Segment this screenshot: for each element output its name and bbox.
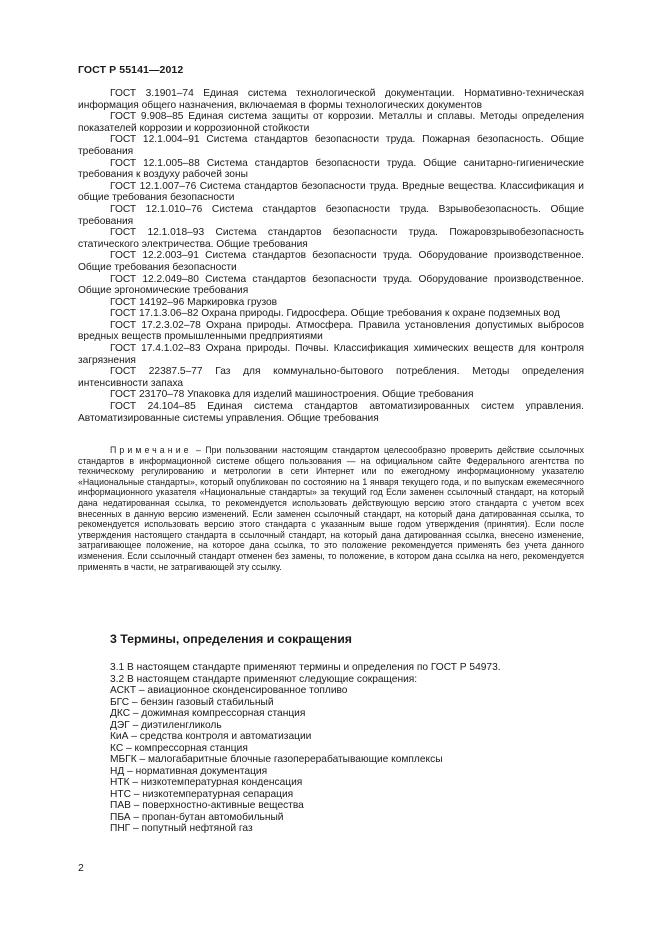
abbreviation-item: ПНГ – попутный нефтяной газ [110,823,253,834]
reference-item: ГОСТ 14192–96 Маркировка грузов [110,296,278,308]
note-text: – При пользовании настоящим стандартом целесообразно проверить действие ссылочных стандартов в информационной системе общего пользования — на официальном сайте Федерального агентства по техническому регулированию и метрологии в сети Интернет или по ежегодному информационному указателю «Национальные стандарты», который опубликован по состоянию на 1 января текущего года, и по выпускам ежемесячного информационного указателя «Национальные стандарты» за текущий год Если заменен ссылочный стандарт, на который дана недатированная ссылка, то рекомендуется использовать действующую версию этого стандарта с учетом всех внесенных в данную версию изменений. Если заменен ссылочный стандарт, на который дана датированная ссылка, то рекомендуется использовать версию этого стандарта с указанным выше годом утверждения (принятия). Если после утверждения настоящего стандарта в ссылочный стандарт, на который дана датированная ссылка, внесено изменение, затрагивающее положение, на которое дана ссылка, то это положение рекомендуется применять без учета данного изменения. Если ссылочный стандарт отменен без замены, то положение, в котором дана ссылка на него, рекомендуется применять в части, не затрагивающей эту ссылку. [78,445,584,572]
abbreviation-item: ПАВ – поверхностно-активные вещества [110,800,304,811]
abbreviation-item: ПБА – пропан-бутан автомобильный [110,811,284,823]
abbreviation-item: НД – нормативная документация [110,765,268,777]
abbreviation-item: КиА – средства контроля и автоматизации [110,731,312,742]
abbreviation-item: КС – компрессорная станция [110,742,248,754]
abbreviation-item: БГС – бензин газовый стабильный [110,696,274,708]
section-title: 3 Термины, определения и сокращения [110,632,352,646]
note-paragraph [78,445,584,572]
abbreviation-item: АСКТ – авиационное сконденсированное топливо [110,685,348,696]
normative-references-list [78,88,584,424]
reference-item: ГОСТ 12.1.010–76 Система стандартов безопасности труда. Взрывобезопасность. Общие требования [78,203,584,227]
reference-item: ГОСТ 3.1901–74 Единая система технологической документации. Нормативно-техническая информация общего назначения, включаемая в формы технологических документов [78,88,584,111]
abbreviation-item: ДКС – дожимная компрессорная станция [110,708,306,719]
reference-item: ГОСТ 12.1.018–93 Система стандартов безопасности труда. Пожаровзрывобезопасность статического электричества. Общие требования [78,227,584,250]
reference-item: ГОСТ 12.1.005–88 Система стандартов безопасности труда. Общие санитарно-гигиенические требования к воздуху рабочей зоны [78,157,584,181]
page-number: 2 [78,862,84,874]
reference-item: ГОСТ 12.1.007–76 Система стандартов безопасности труда. Вредные вещества. Классификация и общие требования безопасности [78,180,584,204]
reference-item: ГОСТ 9.908–85 Единая система защиты от коррозии. Металлы и сплавы. Методы определения показателей коррозии и коррозионной стойкости [78,111,584,134]
terms-list [110,662,590,835]
reference-item: ГОСТ 17.1.3.06–82 Охрана природы. Гидросфера. Общие требования к охране подземных вод [110,308,560,320]
reference-item: ГОСТ 12.2.049–80 Система стандартов безопасности труда. Оборудование производственное. Общие эргономические требования [78,273,584,297]
term-item: 3.2 В настоящем стандарте применяют следующие сокращения: [110,673,418,685]
abbreviation-item: НТК – низкотемпературная конденсация [110,777,303,788]
note-block [78,445,584,572]
document-number-header: ГОСТ Р 55141—2012 [78,64,184,76]
abbreviation-item: МБГК – малогабаритные блочные газоперерабатывающие комплексы [110,754,443,765]
reference-item: ГОСТ 24.104–85 Единая система стандартов автоматизированных систем управления. Автоматизированные системы управления. Общие требования [78,401,584,424]
note-label: Примечание [110,445,192,455]
reference-item: ГОСТ 17.4.1.02–83 Охрана природы. Почвы. Классификация химических веществ для контроля загрязнения [78,343,584,366]
reference-item: ГОСТ 12.1.004–91 Система стандартов безопасности труда. Пожарная безопасность. Общие требования [78,134,584,157]
term-item: 3.1 В настоящем стандарте применяют термины и определения по ГОСТ Р 54973. [110,662,501,673]
abbreviation-item: ДЭГ – диэтиленгликоль [110,719,222,731]
reference-item: ГОСТ 22387.5–77 Газ для коммунально-бытового потребления. Методы определения интенсивности запаха [78,366,584,389]
reference-item: ГОСТ 12.2.003–91 Система стандартов безопасности труда. Оборудование производственное. Общие требования безопасности [78,250,584,273]
abbreviation-item: НТС – низкотемпературная сепарация [110,788,294,800]
reference-item: ГОСТ 17.2.3.02–78 Охрана природы. Атмосфера. Правила установления допустимых выбросов вредных веществ промышленными предприятиями [78,319,584,343]
reference-item: ГОСТ 23170–78 Упаковка для изделий машиностроения. Общие требования [110,389,474,401]
